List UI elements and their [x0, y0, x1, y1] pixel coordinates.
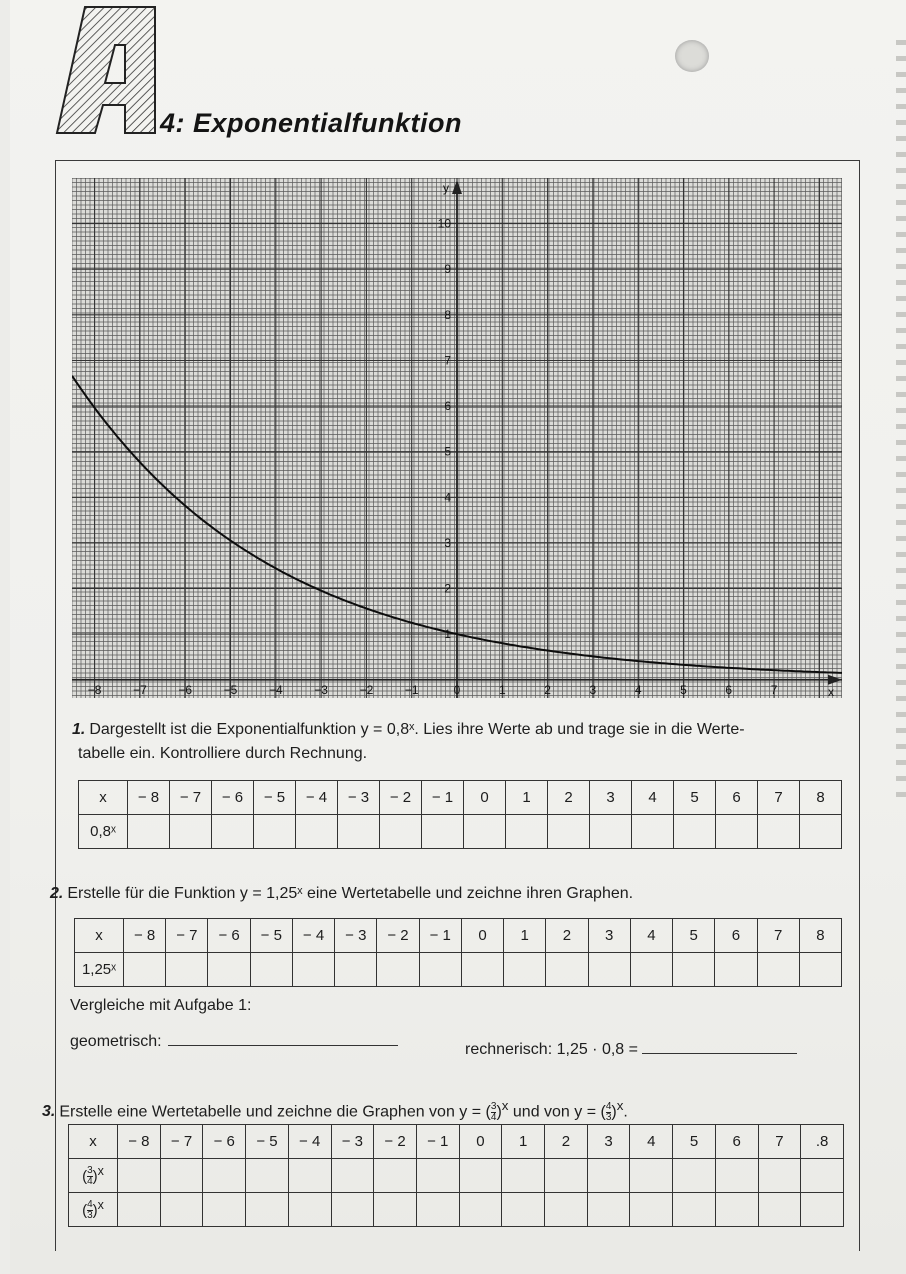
- table-value-cell[interactable]: [502, 1193, 545, 1227]
- y-tick-label: 5: [444, 444, 451, 459]
- task1-sentence: Dargestellt ist die Exponentialfunktion y = 0,8ˣ. Lies ihre Werte ab und trage sie in die Werte-: [89, 721, 745, 738]
- table-value-cell[interactable]: [673, 1159, 716, 1193]
- y-tick-label: 2: [444, 581, 451, 596]
- table-header-x-label: x: [69, 1125, 118, 1159]
- task3-text: 3. Erstelle eine Wertetabelle und zeichne die Graphen von y = ( $\frac{3}{4}$ )$^x$ und von y = ( $\frac{4}{3}$ )$^x$.: [42, 1098, 628, 1123]
- table-value-cell[interactable]: [758, 1193, 801, 1227]
- table-value-cell[interactable]: [548, 815, 590, 849]
- task1-text: [72, 718, 745, 742]
- table-value-cell[interactable]: [506, 815, 548, 849]
- table-row-label: ( $\frac{3}{4}$ )$^x$: [69, 1159, 118, 1193]
- table-value-cell[interactable]: [800, 815, 842, 849]
- compare-label: Vergleiche mit Aufgabe 1:: [70, 997, 252, 1014]
- table-value-cell[interactable]: [246, 1193, 289, 1227]
- table-value-cell[interactable]: [292, 953, 334, 987]
- table-value-cell[interactable]: [250, 953, 292, 987]
- table-value-cell[interactable]: [630, 953, 672, 987]
- table-value-cell[interactable]: [459, 1193, 502, 1227]
- table-column-header: 8: [800, 781, 842, 815]
- table-header-x-label: x: [79, 781, 128, 815]
- table-value-cell[interactable]: [545, 1193, 588, 1227]
- table-column-header: 1: [504, 919, 546, 953]
- table-value-cell[interactable]: [170, 815, 212, 849]
- table3-row-four-thirds: [69, 1193, 844, 1227]
- x-tick-label: −7: [133, 682, 147, 697]
- table-value-cell[interactable]: [331, 1159, 374, 1193]
- table-column-header: − 7: [166, 919, 208, 953]
- table-column-header: 1: [506, 781, 548, 815]
- table-value-cell[interactable]: [254, 815, 296, 849]
- geometric-answer: [70, 1030, 398, 1054]
- table-value-cell[interactable]: [673, 953, 715, 987]
- table-value-cell[interactable]: [124, 953, 166, 987]
- task1-number: 1.: [72, 721, 86, 738]
- table-column-header: − 1: [422, 781, 464, 815]
- table-value-cell[interactable]: [416, 1193, 459, 1227]
- task3-sentence-start: Erstelle eine Wertetabelle und zeichne die Graphen von y =: [59, 1103, 482, 1121]
- table-value-cell[interactable]: [715, 1159, 758, 1193]
- table-value-cell[interactable]: [118, 1159, 161, 1193]
- table-value-cell[interactable]: [288, 1159, 331, 1193]
- table-value-cell[interactable]: [374, 1193, 417, 1227]
- table-column-header: 0: [461, 919, 503, 953]
- table-column-header: − 5: [254, 781, 296, 815]
- x-tick-label: 2: [544, 682, 551, 697]
- punch-hole: [675, 40, 709, 72]
- x-tick-label: −2: [359, 682, 374, 697]
- table-column-header: − 2: [377, 919, 419, 953]
- y-tick-label: 3: [444, 535, 451, 550]
- x-tick-label: 3: [589, 682, 597, 697]
- x-tick-label: 1: [498, 682, 506, 697]
- table-column-header: − 8: [118, 1125, 161, 1159]
- table2-header-row: [75, 919, 842, 953]
- table-value-cell[interactable]: [630, 1193, 673, 1227]
- table-value-cell[interactable]: [632, 815, 674, 849]
- table-column-header: − 3: [335, 919, 377, 953]
- table-value-cell[interactable]: [208, 953, 250, 987]
- table-column-header: 4: [630, 919, 672, 953]
- y-tick-label: 9: [444, 262, 451, 277]
- table-value-cell[interactable]: [422, 815, 464, 849]
- table-value-cell[interactable]: [715, 1193, 758, 1227]
- value-table-3: [68, 1124, 844, 1227]
- table-column-header: 7: [757, 919, 799, 953]
- table-column-header: − 3: [338, 781, 380, 815]
- table-column-header: 7: [758, 1125, 801, 1159]
- table-value-cell[interactable]: [288, 1193, 331, 1227]
- table-row-label: 0,8ˣ: [79, 815, 128, 849]
- table-header-x-label: x: [75, 919, 124, 953]
- table-value-cell[interactable]: [203, 1193, 246, 1227]
- table-value-cell[interactable]: [590, 815, 632, 849]
- table3-header-row: [69, 1125, 844, 1159]
- table-column-header: 3: [587, 1125, 630, 1159]
- table-column-header: 5: [673, 919, 715, 953]
- geometric-answer-blank[interactable]: [168, 1045, 398, 1046]
- table-column-header: 8: [799, 919, 841, 953]
- table-value-cell[interactable]: [758, 815, 800, 849]
- table-value-cell[interactable]: [757, 953, 799, 987]
- table-value-cell[interactable]: [166, 953, 208, 987]
- table-column-header: − 2: [380, 781, 422, 815]
- table-value-cell[interactable]: [380, 815, 422, 849]
- table-value-cell[interactable]: [335, 953, 377, 987]
- table-column-header: 6: [715, 919, 757, 953]
- table-column-header: 6: [715, 1125, 758, 1159]
- table-column-header: 5: [674, 781, 716, 815]
- table-column-header: 4: [632, 781, 674, 815]
- calc-answer-blank[interactable]: [642, 1053, 797, 1054]
- table-value-cell[interactable]: [461, 953, 503, 987]
- x-tick-label: −1: [404, 682, 419, 697]
- table-row-label: ( $\frac{4}{3}$ )$^x$: [69, 1193, 118, 1227]
- table-value-cell[interactable]: [331, 1193, 374, 1227]
- table-column-header: 6: [716, 781, 758, 815]
- x-tick-label: 6: [725, 682, 733, 697]
- table-column-header: − 4: [296, 781, 338, 815]
- table-value-cell[interactable]: [416, 1159, 459, 1193]
- table-value-cell[interactable]: [630, 1159, 673, 1193]
- table-column-header: 2: [545, 1125, 588, 1159]
- table1-header-row: [79, 781, 842, 815]
- x-tick-label: 7: [770, 682, 778, 697]
- table-value-cell[interactable]: [587, 1159, 630, 1193]
- table-column-header: − 6: [208, 919, 250, 953]
- table-value-cell[interactable]: [459, 1159, 502, 1193]
- table-column-header: − 1: [419, 919, 461, 953]
- calc-answer: [465, 1038, 797, 1062]
- table-column-header: − 4: [292, 919, 334, 953]
- table-column-header: − 8: [128, 781, 170, 815]
- table-value-cell[interactable]: [801, 1193, 844, 1227]
- x-tick-label: −5: [223, 682, 238, 697]
- table-column-header: 5: [673, 1125, 716, 1159]
- table-value-cell[interactable]: [160, 1159, 203, 1193]
- table-column-header: 7: [758, 781, 800, 815]
- table-value-cell[interactable]: [673, 1193, 716, 1227]
- x-tick-label: −3: [314, 682, 328, 697]
- table-value-cell[interactable]: [545, 1159, 588, 1193]
- table3-row-three-quarters: [69, 1159, 844, 1193]
- table-column-header: 2: [548, 781, 590, 815]
- table-column-header: 2: [546, 919, 588, 953]
- table-column-header: 1: [502, 1125, 545, 1159]
- table-value-cell[interactable]: [296, 815, 338, 849]
- x-tick-label: 5: [680, 682, 687, 697]
- page-title: 4: Exponentialfunktion: [160, 108, 463, 138]
- table-column-header: − 2: [374, 1125, 417, 1159]
- table-value-cell[interactable]: [203, 1159, 246, 1193]
- table-column-header: − 3: [331, 1125, 374, 1159]
- table-value-cell[interactable]: [118, 1193, 161, 1227]
- table-value-cell[interactable]: [801, 1159, 844, 1193]
- table-value-cell[interactable]: [374, 1159, 417, 1193]
- fraction-3-4: $\frac{3}{4}$: [490, 1100, 497, 1123]
- table-column-header: 3: [590, 781, 632, 815]
- x-axis-label: x: [828, 684, 834, 698]
- table-value-cell[interactable]: [799, 953, 841, 987]
- table-column-header: − 4: [288, 1125, 331, 1159]
- table-value-cell[interactable]: [674, 815, 716, 849]
- table-value-cell[interactable]: [419, 953, 461, 987]
- table-value-cell[interactable]: [246, 1159, 289, 1193]
- task1-text-line2: tabelle ein. Kontrolliere durch Rechnung.: [78, 745, 368, 762]
- task2-text: [50, 882, 633, 906]
- table-value-cell[interactable]: [546, 953, 588, 987]
- y-tick-label: 8: [444, 307, 451, 322]
- table-column-header: − 6: [203, 1125, 246, 1159]
- table-column-header: − 1: [416, 1125, 459, 1159]
- y-axis-label: y: [443, 181, 449, 195]
- table-column-header: .8: [801, 1125, 844, 1159]
- exponential-graph: [72, 178, 842, 698]
- table-column-header: 0: [464, 781, 506, 815]
- geometric-label: geometrisch:: [70, 1033, 162, 1050]
- task2-sentence: Erstelle für die Funktion y = 1,25ˣ eine Wertetabelle und zeichne ihren Graphen.: [67, 885, 634, 902]
- table-value-cell[interactable]: [588, 953, 630, 987]
- table-value-cell[interactable]: [504, 953, 546, 987]
- table-value-cell[interactable]: [502, 1159, 545, 1193]
- table-value-cell[interactable]: [715, 953, 757, 987]
- table-column-header: 3: [588, 919, 630, 953]
- fraction-4-3: $\frac{4}{3}$: [605, 1100, 612, 1123]
- chapter-letter-logo: [55, 5, 165, 135]
- table-row-label: 1,25ˣ: [75, 953, 124, 987]
- table-column-header: 4: [630, 1125, 673, 1159]
- task3-sentence-mid: und von y =: [512, 1103, 597, 1121]
- table-value-cell[interactable]: [464, 815, 506, 849]
- table-value-cell[interactable]: [212, 815, 254, 849]
- y-tick-label: 10: [437, 216, 451, 231]
- table-column-header: − 7: [160, 1125, 203, 1159]
- table1-value-row: [79, 815, 842, 849]
- table-column-header: − 6: [212, 781, 254, 815]
- x-tick-label: −4: [268, 682, 283, 697]
- value-table-1: [78, 780, 842, 849]
- table-value-cell[interactable]: [587, 1193, 630, 1227]
- y-tick-label: 6: [444, 399, 451, 414]
- table-value-cell[interactable]: [758, 1159, 801, 1193]
- table-value-cell[interactable]: [377, 953, 419, 987]
- table-column-header: − 7: [170, 781, 212, 815]
- table-value-cell[interactable]: [716, 815, 758, 849]
- x-tick-label: 4: [634, 682, 642, 697]
- table-value-cell[interactable]: [160, 1193, 203, 1227]
- table-column-header: − 5: [246, 1125, 289, 1159]
- table-value-cell[interactable]: [128, 815, 170, 849]
- y-tick-label: 1: [444, 627, 451, 642]
- x-tick-label: −8: [87, 682, 102, 697]
- calc-label: rechnerisch: 1,25 · 0,8 =: [465, 1041, 638, 1058]
- spiral-binding: [896, 40, 906, 800]
- x-tick-label: 0: [453, 682, 461, 697]
- task3-number: 3.: [42, 1103, 56, 1121]
- y-tick-label: 7: [444, 353, 451, 368]
- y-tick-label: 4: [444, 490, 451, 505]
- x-tick-label: −6: [178, 682, 193, 697]
- table-column-header: − 8: [124, 919, 166, 953]
- table-value-cell[interactable]: [338, 815, 380, 849]
- task2-number: 2.: [50, 885, 64, 902]
- table-column-header: 0: [459, 1125, 502, 1159]
- table2-value-row: [75, 953, 842, 987]
- table-column-header: − 5: [250, 919, 292, 953]
- value-table-2: [74, 918, 842, 987]
